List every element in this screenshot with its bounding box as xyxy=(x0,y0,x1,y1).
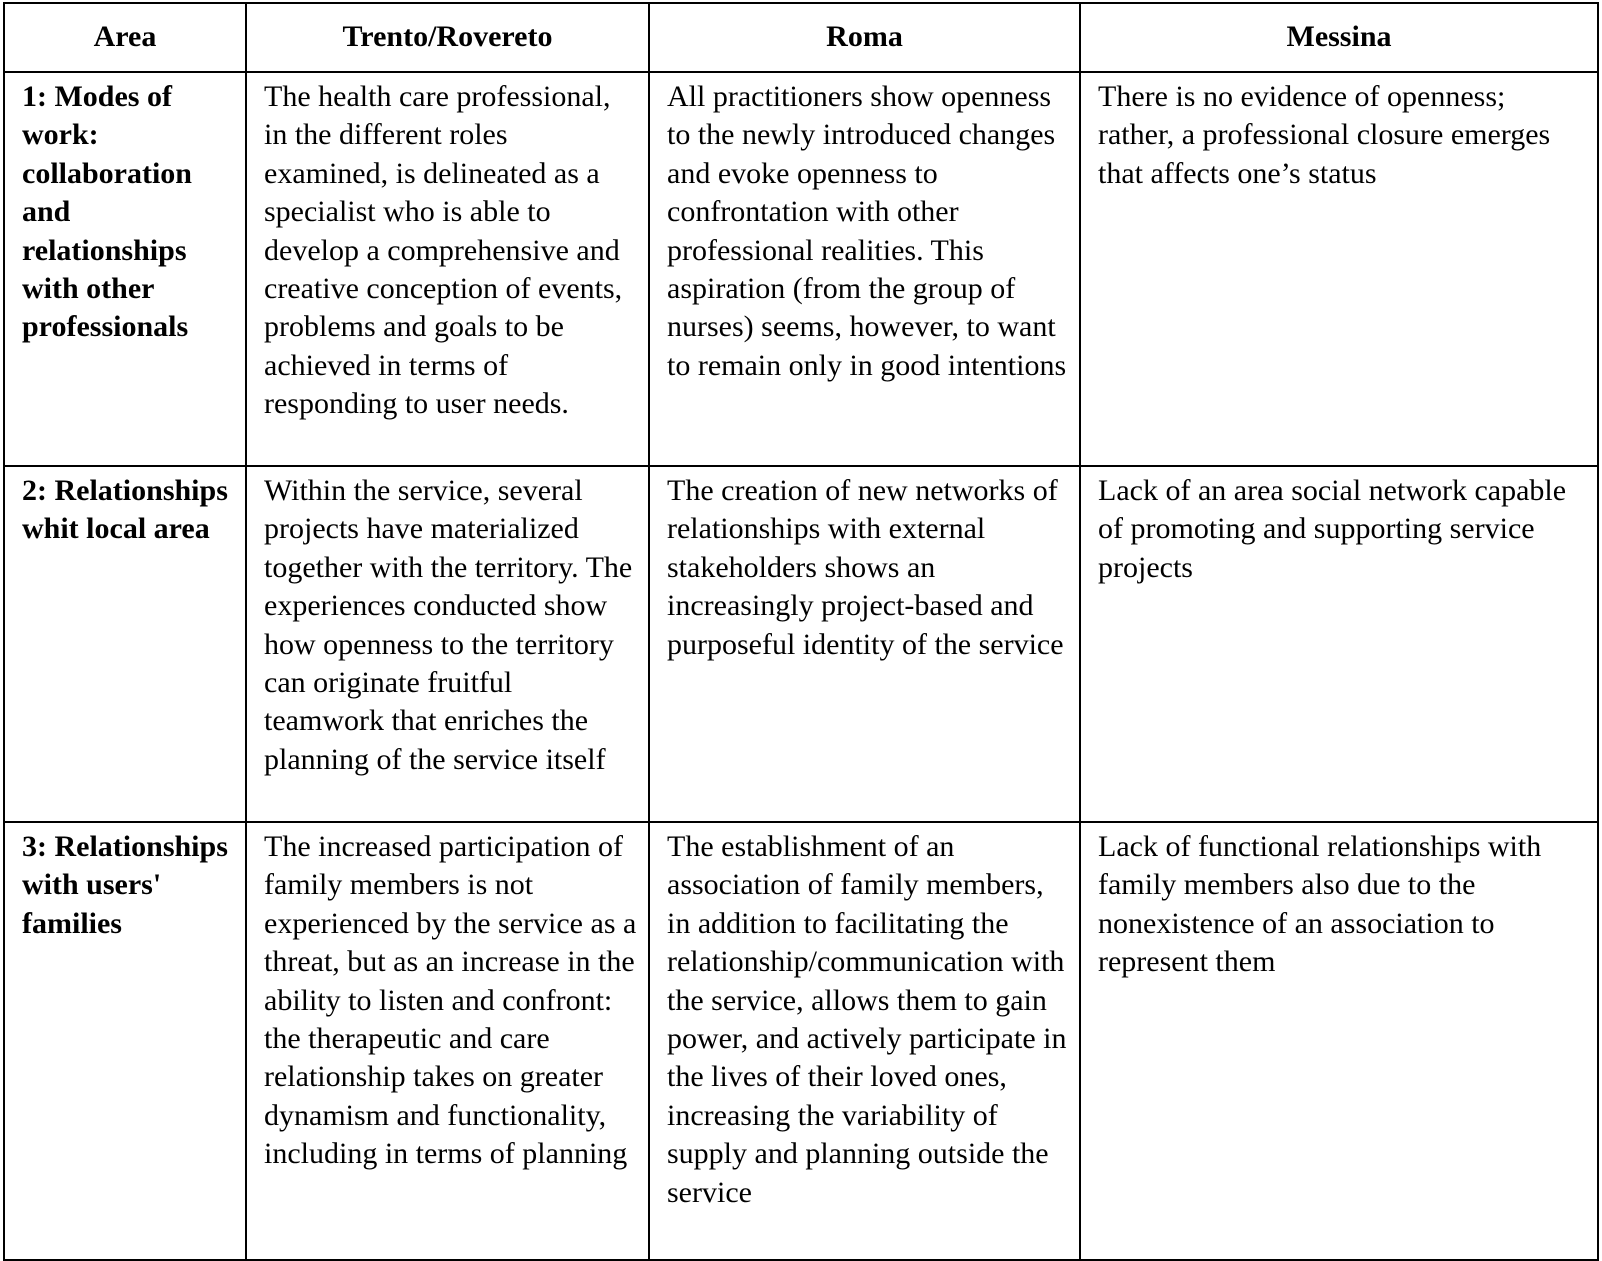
trento-cell: The health care professional, in the different roles examined, is delineated as a specialist who is able to develop a comprehensive and creative conception of events, problems and goals to be achieved in terms of responding to user needs. xyxy=(246,72,649,466)
header-roma: Roma xyxy=(649,3,1080,72)
roma-cell: The establishment of an association of family members, in addition to facilitating the relationship/communication with the service, allows them to gain power, and actively participate in the lives of their loved ones, increasing the variability of supply and planning outside the service xyxy=(649,822,1080,1260)
table-row xyxy=(4,72,1598,466)
table-row xyxy=(4,822,1598,1260)
area-cell: 1: Modes of work: collaboration and relationships with other professionals xyxy=(4,72,246,466)
trento-cell: Within the service, several projects have materialized together with the territory. The experiences conducted show how openness to the territory can originate fruitful teamwork that enriches the planning of the service itself xyxy=(246,466,649,822)
header-area: Area xyxy=(4,3,246,72)
header-row xyxy=(4,3,1598,72)
header-trento-rovereto: Trento/Rovereto xyxy=(246,3,649,72)
roma-cell: All practitioners show openness to the newly introduced changes and evoke openness to confrontation with other professional realities. This aspiration (from the group of nurses) seems, however, to want to remain only in good intentions xyxy=(649,72,1080,466)
comparison-table xyxy=(3,2,1599,1261)
messina-cell: Lack of an area social network capable of promoting and supporting service projects xyxy=(1080,466,1598,822)
messina-cell: There is no evidence of openness; rather, a professional closure emerges that affects one’s status xyxy=(1080,72,1598,466)
area-cell: 3: Relationships with users' families xyxy=(4,822,246,1260)
header-messina: Messina xyxy=(1080,3,1598,72)
trento-cell: The increased participation of family members is not experienced by the service as a threat, but as an increase in the ability to listen and confront: the therapeutic and care relationship takes on greater dynamism and functionality, including in terms of planning xyxy=(246,822,649,1260)
roma-cell: The creation of new networks of relationships with external stakeholders shows an increasingly project-based and purposeful identity of the service xyxy=(649,466,1080,822)
area-cell: 2: Relationships whit local area xyxy=(4,466,246,822)
table-row xyxy=(4,466,1598,822)
messina-cell: Lack of functional relationships with family members also due to the nonexistence of an association to represent them xyxy=(1080,822,1598,1260)
